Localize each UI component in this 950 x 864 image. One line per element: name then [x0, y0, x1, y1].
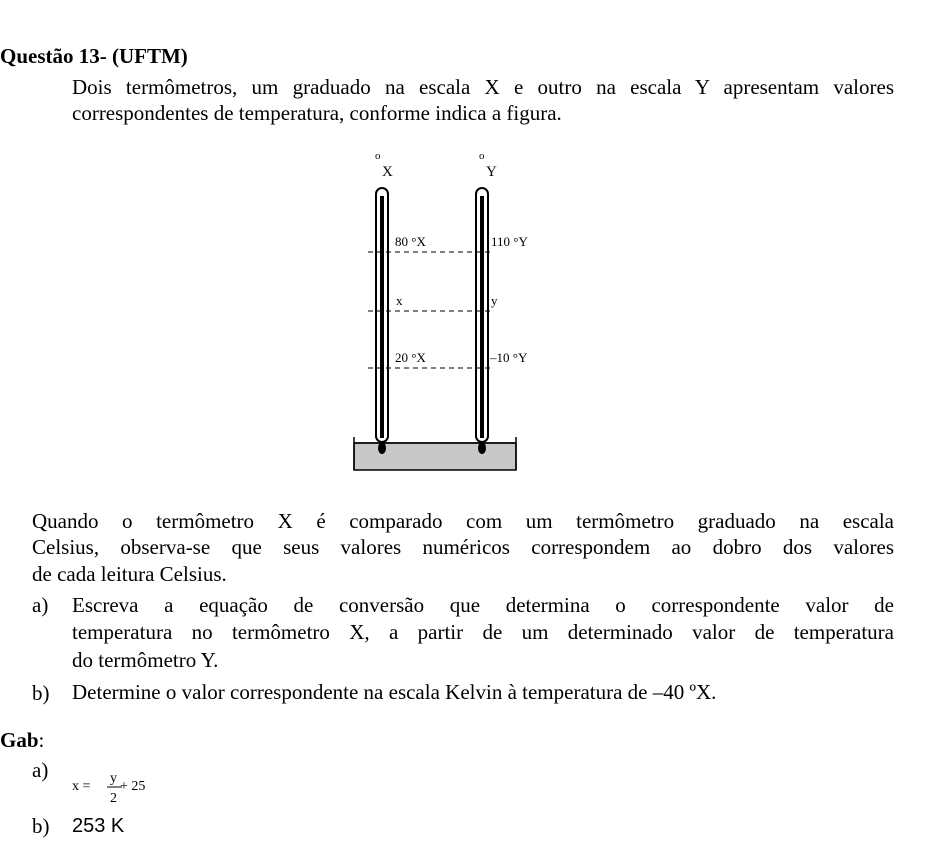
intro-line-1: Dois termômetros, um graduado na escala X e outro na escala Y apresentam valores [72, 75, 894, 99]
degree-mark-y: o [479, 150, 485, 162]
item-a-line-2: temperatura no termômetro X, a partir de um determinado valor de temperatura [72, 620, 894, 644]
eq-denominator: 2 [110, 791, 117, 806]
item-b-text: Determine o valor correspondente na escala Kelvin à temperatura de –40 ºX. [72, 680, 717, 704]
y-top-label: 110 °Y [491, 234, 528, 249]
x-top-label: 80 °X [395, 234, 426, 249]
answer-a-marker: a) [32, 758, 49, 782]
eq-numerator: y [110, 771, 117, 786]
x-mid-label: x [396, 293, 403, 308]
degree-mark-x: o [375, 150, 381, 162]
thermometer-y [476, 188, 488, 454]
y-mid-label: y [491, 293, 498, 308]
x-bottom-label: 20 °X [395, 350, 426, 365]
item-a-line-1: Escreva a equação de conversão que determina o correspondente valor de [72, 593, 894, 617]
item-a-marker: a) [32, 593, 49, 617]
item-b-marker: b) [32, 681, 50, 705]
thermometer-x [376, 188, 388, 454]
intro-line-2: correspondentes de temperatura, conforme indica a figura. [72, 101, 562, 125]
answer-b-marker: b) [32, 814, 50, 838]
eq-rhs: + 25 [120, 779, 146, 794]
scale-x-label: X [382, 164, 393, 180]
y-bottom-label: –10 °Y [490, 350, 528, 365]
answer-a-equation [72, 762, 182, 810]
body-line-1: Quando o termômetro X é comparado com um termômetro graduado na escala [32, 509, 894, 533]
item-a-line-3: do termômetro Y. [72, 648, 219, 672]
body-line-3: de cada leitura Celsius. [32, 562, 227, 586]
eq-lhs: x = [72, 779, 91, 794]
question-title: Questão 13- (UFTM) [0, 44, 188, 68]
body-line-2: Celsius, observa-se que seus valores numéricos correspondem ao dobro dos valores [32, 535, 894, 559]
scale-y-label: Y [486, 164, 497, 180]
answer-b-value: 253 K [72, 815, 125, 837]
answers-heading: Gab: [0, 728, 45, 752]
